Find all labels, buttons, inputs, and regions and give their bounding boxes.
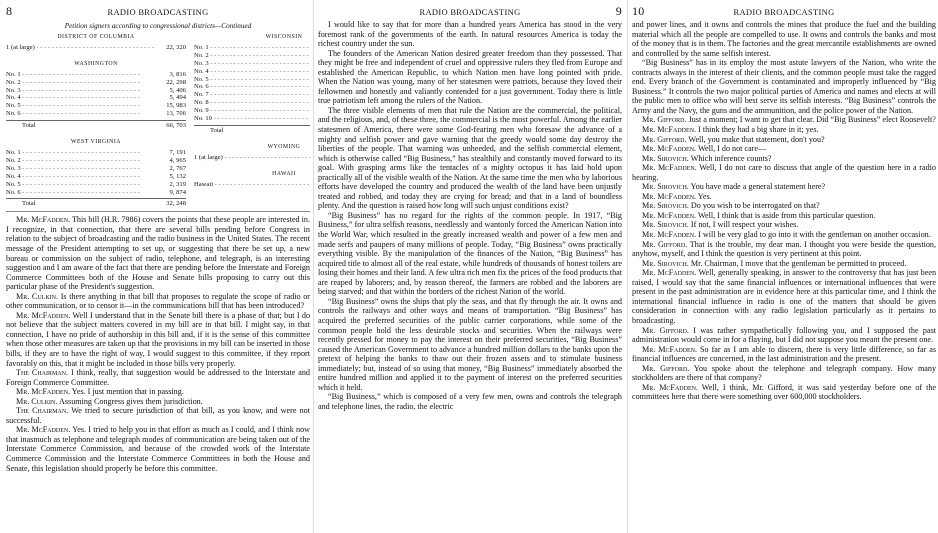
speaker-name: Mr. Gifford. bbox=[642, 325, 689, 335]
paragraph bbox=[632, 163, 936, 182]
paragraph bbox=[632, 154, 936, 164]
table-row bbox=[6, 94, 186, 102]
table-row bbox=[6, 44, 186, 52]
table-row bbox=[194, 83, 310, 91]
paragraph-text: That is the trouble, my dear man. I thought you were beside the question, anyhow, myself, and I think the question is very pertinent at this point. bbox=[632, 239, 936, 259]
paragraph bbox=[632, 58, 936, 115]
paragraph-text: Do you wish to be interrogated on that? bbox=[690, 201, 820, 211]
speaker-name: Mr. Sirovich. bbox=[642, 220, 689, 230]
row-value: 9, 874 bbox=[169, 188, 186, 196]
speaker-name: The Chairman. bbox=[16, 406, 69, 416]
table-row bbox=[6, 149, 186, 157]
paragraph-text: Is there anything in that bill that proposes to regulate the scope of radio or other communication, or to censor it—in the communications bill that has been introduced? bbox=[6, 291, 310, 311]
paragraph-text: I think they had a big share in it; yes. bbox=[698, 125, 819, 135]
page-9 bbox=[318, 0, 622, 533]
row-label: No. 2 - - - bbox=[194, 52, 310, 60]
paragraph bbox=[6, 397, 310, 407]
row-value: 5, 132 bbox=[169, 172, 186, 180]
row-value: 22, 298 bbox=[166, 78, 186, 86]
row-label: No. 4 - - - bbox=[194, 68, 310, 76]
paragraph: I would like to say that for more than a hundred years America has stood in the very foremost rank of the governments of the earth. In natural resources America is today the richest country under the sun. bbox=[318, 20, 622, 49]
paragraph-text: Well, I do not care— bbox=[697, 144, 767, 154]
paragraph bbox=[6, 387, 310, 397]
page-10-text bbox=[632, 20, 936, 402]
speaker-name: Mr. Culkin. bbox=[16, 396, 58, 406]
table-section-heading: WYOMING bbox=[267, 143, 301, 150]
page-number: 9 bbox=[615, 4, 622, 18]
paragraph-text: You spoke about the telephone and telegraph company. How many stockholders are there of that company? bbox=[632, 363, 936, 383]
petition-table bbox=[6, 32, 310, 208]
speaker-name: The Chairman. bbox=[16, 368, 69, 378]
row-label: No. 5 - - - bbox=[6, 102, 154, 110]
row-value: 5, 494 bbox=[169, 94, 186, 102]
page-10 bbox=[632, 0, 936, 533]
page-divider bbox=[627, 0, 628, 533]
speaker-name: Mr. Culkin. bbox=[16, 291, 59, 301]
paragraph bbox=[632, 20, 936, 58]
row-value: 2, 319 bbox=[169, 180, 186, 188]
table-section-heading: WEST VIRGINIA bbox=[71, 139, 121, 146]
table-title: Petition signers according to congressional districts—Continued bbox=[64, 22, 252, 30]
paragraph-text: I will be very glad to go into it with the gentleman on another occasion. bbox=[698, 230, 931, 240]
table-row bbox=[194, 99, 310, 107]
row-label: No. 4 - - - bbox=[6, 173, 154, 181]
table-row bbox=[6, 189, 186, 197]
paragraph bbox=[632, 135, 936, 145]
table-spacer bbox=[194, 162, 310, 169]
paragraph-text: Yes. I tried to help you in that effort as much as I could, and I think now that inasmuch as telephone and telegraph modes of communication are being taken out of the Interstate Commerce Commission, and because of the crowded work of the Interstate Commerce Commission and the Interstate Commerce Committees in both the House and Senate, this legislation should properly be before this committee. bbox=[6, 425, 310, 473]
row-value: 2, 767 bbox=[169, 164, 186, 172]
paragraph-text: You have made a general statement here? bbox=[690, 182, 826, 192]
speaker-name: Mr. Gifford. bbox=[642, 134, 687, 144]
row-label: No. 5 - - - bbox=[194, 76, 310, 84]
paragraph bbox=[632, 201, 936, 211]
row-value: 4, 965 bbox=[169, 156, 186, 164]
paragraph-text: Just a moment; I want to get that clear. Did “Big Business” elect Roosevelt? bbox=[688, 115, 936, 125]
total-value: 66, 703 bbox=[166, 122, 186, 130]
paragraph bbox=[632, 326, 936, 345]
row-label: 1 (at large) - - - bbox=[194, 154, 310, 162]
paragraph bbox=[632, 125, 936, 135]
row-label: 1 (at large) - - - bbox=[6, 44, 154, 52]
row-label: No. 1 - - - bbox=[6, 149, 154, 157]
row-label: No. 5 - - - bbox=[6, 181, 154, 189]
page-header bbox=[6, 0, 310, 20]
speaker-name: Mr. Sirovich. bbox=[642, 258, 689, 268]
paragraph bbox=[6, 425, 310, 473]
speaker-name: Mr. Gifford. bbox=[642, 115, 687, 125]
row-label: No. 2 - - - bbox=[6, 79, 154, 87]
paragraph bbox=[632, 383, 936, 402]
row-label: No. 4 - - - bbox=[6, 94, 154, 102]
table-row bbox=[6, 110, 186, 118]
paragraph-text: Assuming Congress gives them jurisdiction. bbox=[59, 396, 203, 406]
table-row bbox=[194, 44, 310, 52]
page-number: 10 bbox=[632, 4, 645, 18]
table-column-right bbox=[194, 32, 310, 208]
paragraph bbox=[632, 240, 936, 259]
speaker-name: Mr. McFadden. bbox=[16, 387, 71, 397]
row-label: No. 3 - - - bbox=[6, 87, 154, 95]
row-value: 3, 816 bbox=[169, 70, 186, 78]
speaker-name: Mr. McFadden. bbox=[642, 125, 697, 135]
paragraph: The founders of the American Nation desired greater freedom than they possessed. That they might be free and independent of cruel and oppressive rulers they fled from Europe and established the American Republic, to which Nation men have long pointed with pride. When the Nation was young, many of her statesmen were patriots, because they loved their fellowmen and honestly and valiantly contended for a just government. Today there is little true patriotism left among the rulers of the Nation. bbox=[318, 48, 622, 106]
table-spacer bbox=[6, 52, 186, 59]
table-row bbox=[194, 115, 310, 123]
paragraph-text: We tried to secure jurisdiction of that bill, as you know, and were not successful. bbox=[6, 406, 310, 425]
total-label: Total bbox=[209, 126, 224, 134]
paragraph: “Big Business” owns the ships that ply the seas, and that fly through the air. It owns and controls the railways and other ways and means of transportation. “Big Business” has acquired the preferred securities of the public carrier corporations, while some of the common people hold the less desirable stocks and securities. When the railways were recently pressed for money to pay the interest on their preferred securities, “Big Business” caused the American Government to advance a hundred million dollars to the banks upon the pretext of helping the banks to thaw out their frozen assets and to stimulate business immediately; but, instead of so using that money, “Big Business” immediately absorbed the entire hundred million and applied it to the payment of interest on the preferred securities which it held. bbox=[318, 296, 622, 392]
paragraph-text: Yes. bbox=[697, 191, 712, 201]
table-section-heading: DISTRICT OF COLUMBIA bbox=[57, 34, 135, 40]
speaker-name: Mr. McFadden. bbox=[16, 310, 71, 320]
paragraph-text: If not, I will respect your wishes. bbox=[690, 220, 799, 230]
row-label: No. 6 - - - bbox=[194, 83, 310, 91]
speaker-name: Mr. McFadden. bbox=[642, 382, 698, 392]
page-divider bbox=[313, 0, 314, 533]
paragraph bbox=[6, 311, 310, 368]
paragraph-text: Mr. Chairman, I move that the gentleman be permitted to proceed. bbox=[690, 258, 907, 268]
speaker-name: Mr. Sirovich. bbox=[642, 182, 689, 192]
paragraph bbox=[632, 345, 936, 364]
paragraph bbox=[6, 368, 310, 387]
row-label: No. 3 - - - bbox=[194, 60, 310, 68]
row-label: No. 1 - - - bbox=[6, 71, 154, 79]
table-rule bbox=[6, 211, 310, 212]
row-value: 15, 983 bbox=[166, 102, 186, 110]
page-8-text bbox=[6, 215, 310, 473]
paragraph: “Big Business,” which is composed of a very few men, owns and controls the telegraph and telephone lines, the radio, the electric bbox=[318, 392, 622, 411]
paragraph bbox=[632, 182, 936, 192]
table-row bbox=[6, 165, 186, 173]
page-8 bbox=[6, 0, 310, 533]
paragraph-text: So far as I am able to discern, there is very little difference, so far as financial influences are concerned, in the last administration and the present. bbox=[632, 344, 936, 364]
speaker-name: Mr. McFadden. bbox=[16, 425, 71, 435]
table-row bbox=[194, 181, 310, 189]
row-label: No. 8 - - - bbox=[194, 99, 310, 107]
speaker-name: Mr. Sirovich. bbox=[642, 201, 689, 211]
paragraph-text: Well, generally speaking, in answer to the controversy that has just been raised, I would say that the same financial influences or international influences that were present in the past administration are in evidence here at this particular time, and I think the international financial influence in radio is one of the matters that should be given consideration in connection with any radio legislation particularly as it pertains to broadcasting. bbox=[632, 268, 936, 325]
paragraph bbox=[6, 292, 310, 311]
page-number: 8 bbox=[6, 4, 13, 18]
table-total-row bbox=[6, 198, 186, 208]
paragraph-text: “Big Business” has in its employ the most astute lawyers of the Nation, who write the contracts always in the interest of their clients, and the common people must take the ragged end. Every branch of the Government is contaminated and improperly influenced by “Big Business.” It controls the two major political parties of America and names and elects at will the public men to office who will best serve its selfish interests. “Big Business” controls the Army and the Navy, the guns and the ammunition, and the police power of the Nation. bbox=[632, 58, 936, 115]
table-row bbox=[6, 102, 186, 110]
row-value: 22, 320 bbox=[166, 43, 186, 51]
table-row bbox=[6, 71, 186, 79]
table-row bbox=[6, 87, 186, 95]
table-row bbox=[194, 52, 310, 60]
table-total-row bbox=[194, 125, 310, 135]
row-value: 5, 406 bbox=[169, 86, 186, 94]
paragraph-text: Well, I think, Mr. Gifford, it was said yesterday before one of the committees here that there were something over 600,000 stockholders. bbox=[632, 382, 936, 402]
page-9-text bbox=[318, 20, 622, 411]
speaker-name: Mr. Sirovich. bbox=[642, 153, 689, 163]
table-row bbox=[6, 157, 186, 165]
running-title: RADIO BROADCASTING bbox=[419, 7, 521, 17]
paragraph-text: Well, I think that is aside from this particular question. bbox=[697, 210, 876, 220]
speaker-name: Mr. McFadden. bbox=[642, 144, 697, 154]
row-value: 7, 191 bbox=[169, 148, 186, 156]
paragraph-text: Well, I do not care to discuss that angle of the question here in a radio hearing. bbox=[632, 163, 936, 182]
speaker-name: Mr. McFadden. bbox=[16, 215, 71, 225]
table-row bbox=[194, 76, 310, 84]
speaker-name: Mr. McFadden. bbox=[642, 268, 697, 278]
table-row bbox=[6, 173, 186, 181]
paragraph bbox=[632, 268, 936, 325]
paragraph bbox=[6, 406, 310, 425]
paragraph bbox=[632, 230, 936, 240]
paragraph bbox=[632, 364, 936, 383]
table-section-heading: WASHINGTON bbox=[74, 60, 118, 67]
speaker-name: Mr. McFadden. bbox=[642, 163, 697, 173]
table-row bbox=[194, 91, 310, 99]
table-row bbox=[6, 181, 186, 189]
paragraph bbox=[632, 144, 936, 154]
paragraph-text: Yes. I just mention that in passing. bbox=[71, 387, 184, 397]
paragraph-text: Well I understand that in the Senate bill there is a phase of that; but I do not believe that the subject matters covered in my bill are in that bill. I might say, in that connection, I have no pride of authorship in this bill and, if it is the sense of this committee when those other measures are taken up that the provisions in my bill can be inserted in those bills, if they are to have the right of way, I would suggest to this committee, if they report favorably on this, that it might be included in those bills very properly. bbox=[6, 310, 310, 368]
paragraph: The three visible elements of men that rule the Nation are the commercial, the political, and the religious, and, of these three, the commercial is the most powerful. Among the earlier statesmen of America, there were some God-fearing men who foresaw the advance of a mighty and selfish power and gave warning that the greedy would some day destroy the liberties of the people. That warning was unheeded, and the selfish commercial element, which is otherwise called “Big Business,” has stealthily and constantly moved forward to its goal. With grasping arms like the tentacles of a mighty octopus it has laid hold upon practically all of the visible wealth of the Nation. At the same time the men who by laborious efforts have developed the country and produced the wealth of the land have been unjustly treated and robbed, and today they are crying for bread; and that in a land of boundless plenty. And the question is raised how long will such unjust conditions exist? bbox=[318, 105, 622, 211]
paragraph: “Big Business” has no regard for the rights of the common people. In 1917, “Big Business,” for ultra selfish reasons, needlessly and wantonly forced the American Nation into the World War, which resulted in the greatly increased wealth and power of a few men and made serfs and paupers of many millions of people. Today, “Big Business” owns practically everything visible. By the manipulation of the finances of the Nation, “Big Business” has acquired title to almost all of the real estate, while hundreds of thousands of honest toilers are losing their homes and their land. A few ultra rich men fix the prices of the food products that are reaped by laborers; and, by reason thereof, the farmers are robbed and the laborers are being starved; and that within the borders of the richest Nation of the world. bbox=[318, 210, 622, 297]
table-row bbox=[194, 107, 310, 115]
row-label: No. 6 - - - bbox=[6, 110, 154, 118]
paragraph bbox=[632, 211, 936, 221]
row-label: No. 3 - - - bbox=[6, 165, 154, 173]
table-column-left bbox=[6, 32, 186, 208]
table-section-heading: WISCONSIN bbox=[265, 34, 303, 40]
total-label: Total bbox=[22, 200, 36, 208]
row-label: No. 1 - - - bbox=[194, 44, 310, 52]
table-row bbox=[194, 154, 310, 162]
table-total-row bbox=[6, 120, 186, 130]
total-label: Total bbox=[22, 122, 36, 130]
paragraph-text: I was rather sympathetically following you, and I supposed the past administration would come in for a flaying, but I did not suppose you meant the present one. bbox=[632, 325, 936, 345]
running-title: RADIO BROADCASTING bbox=[733, 7, 835, 17]
row-label: No. 9 - - - bbox=[194, 107, 310, 115]
paragraph-text: and power lines, and it owns and controls the mines that produce the fuel and the building material which all the people are compelled to use. It owns and controls the banks and most of the money that is in them. The factories and the great mercantile establishments are owned and controlled by the same selfish interest. bbox=[632, 20, 936, 58]
total-value: 32, 248 bbox=[166, 200, 186, 208]
row-value: 13, 706 bbox=[166, 110, 186, 118]
running-title: RADIO BROADCASTING bbox=[107, 7, 209, 17]
row-label: No. 2 - - - bbox=[6, 157, 154, 165]
speaker-name: Mr. McFadden. bbox=[642, 230, 697, 240]
page-header bbox=[632, 0, 936, 20]
row-label: No. 10 - - - bbox=[194, 115, 310, 123]
speaker-name: Mr. McFadden. bbox=[642, 344, 698, 354]
paragraph-text: I think, really, that suggestion would be addressed to the Interstate and Foreign Commerce Committee. bbox=[6, 368, 310, 387]
speaker-name: Mr. Gifford. bbox=[642, 239, 688, 249]
paragraph bbox=[6, 215, 310, 291]
paragraph-text: Well, you make that statement, don't you? bbox=[688, 134, 825, 144]
speaker-name: Mr. McFadden. bbox=[642, 191, 697, 201]
table-section-heading: HAWAII bbox=[272, 170, 296, 177]
paragraph bbox=[632, 220, 936, 230]
table-spacer bbox=[6, 130, 186, 137]
table-row bbox=[6, 79, 186, 87]
table-spacer bbox=[194, 135, 310, 142]
row-label: No. 7 - - - bbox=[194, 91, 310, 99]
paragraph bbox=[632, 115, 936, 125]
speaker-name: Mr. McFadden. bbox=[642, 210, 697, 220]
row-label: Hawaii - - - bbox=[194, 181, 310, 189]
paragraph bbox=[632, 192, 936, 202]
speaker-name: Mr. Gifford. bbox=[642, 363, 690, 373]
paragraph-text: This bill (H.R. 7986) covers the points that these people are interested in. I recognize, in that connection, that there are several bills pending before Congress in relation to the subject of broadcasting and the radio business in the United States. The recent message of the President attempting to set up, or suggesting that there be set up, a new bureau or commission on the subject of radio, telephone, and telegraph, is an interesting suggestion and I am aware of the fact that there are pending before the Interstate and Foreign Commerce Committees both of the House and Senate bills proposing to carry out this particular phase of the President's suggestion. bbox=[6, 215, 310, 292]
table-row bbox=[194, 60, 310, 68]
page-header bbox=[318, 0, 622, 20]
paragraph bbox=[632, 259, 936, 269]
row-label: No. 6 - - - bbox=[6, 189, 154, 197]
table-row bbox=[194, 68, 310, 76]
paragraph-text: Which inference counts? bbox=[690, 153, 772, 163]
